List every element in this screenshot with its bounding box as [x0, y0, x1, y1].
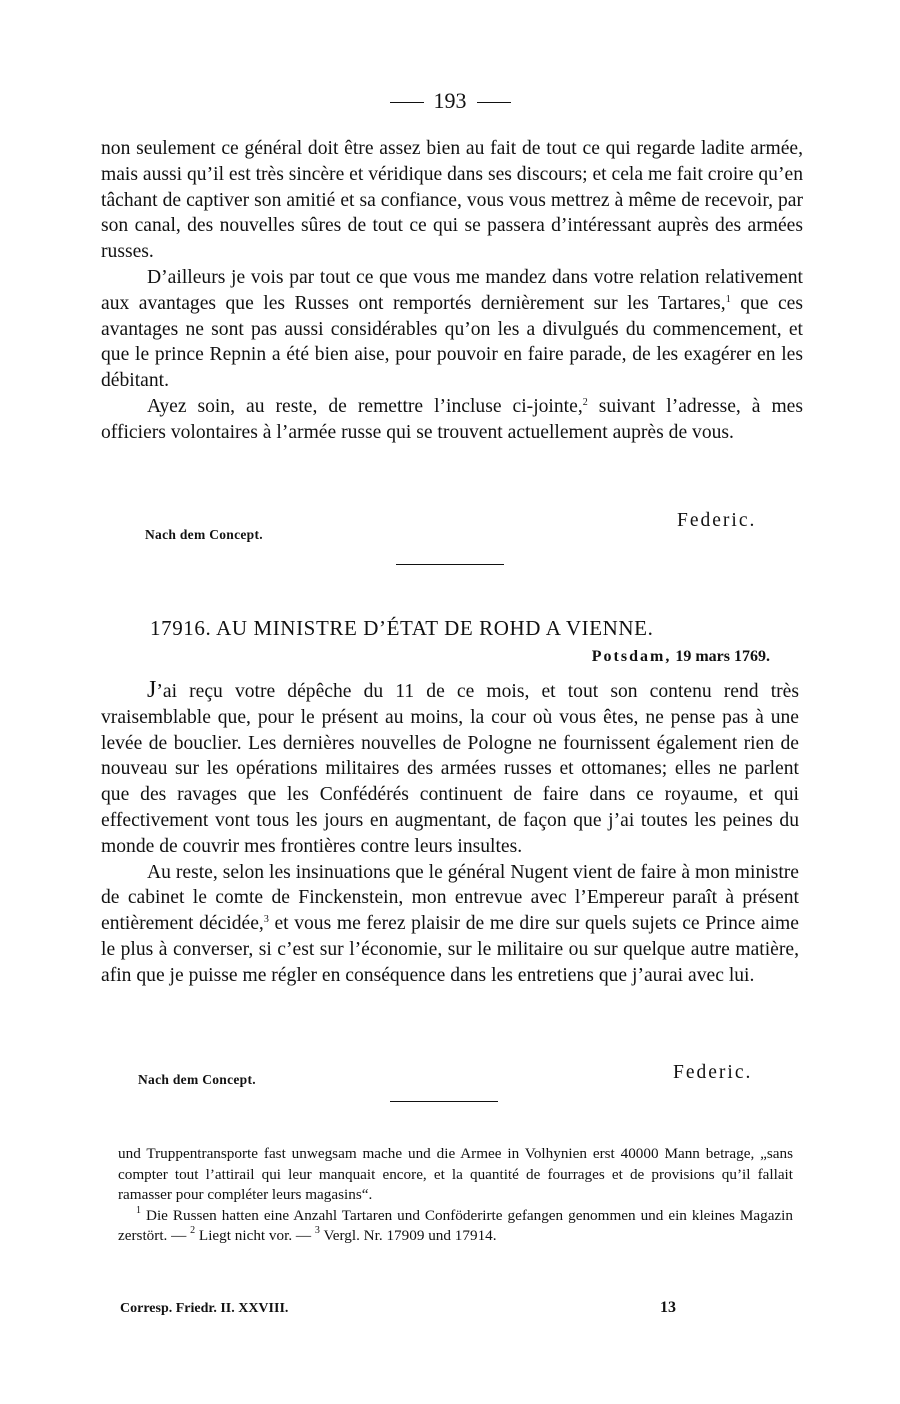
footnotes — [118, 1144, 793, 1247]
dateline-place: Potsdam, — [591, 648, 672, 665]
footnote-mark-3: 3 — [314, 1225, 320, 1237]
footnote-ref-1: 1 — [725, 293, 731, 305]
dateline-date: 19 mars 1769. — [675, 648, 770, 665]
letter-2-source-note: Nach dem Concept. — [138, 1072, 256, 1087]
footnote-2: Liegt nicht vor. — — [195, 1227, 315, 1245]
letter-2-heading — [150, 616, 653, 641]
letter-1-body — [101, 136, 803, 446]
signature-mark: 13 — [660, 1299, 676, 1316]
footnote-continuation: und Truppentransporte fast unwegsam mache und die Armee in Volhynien erst 40000 Mann betrage, „sans compter tout l’attirail qui leur manquait encore, et la quantité de fourrages et de provisions qu’il fallait ramasser pour compléter leurs magasins“. — [118, 1145, 793, 1204]
footnote-ref-3: 3 — [263, 914, 269, 926]
letter-1-source-note: Nach dem Concept. — [145, 527, 263, 542]
page-header — [0, 88, 900, 114]
footnote-ref-2: 2 — [582, 396, 588, 408]
letter-2-body — [101, 678, 799, 989]
signature-line-reference: Corresp. Friedr. II. XXVIII. — [120, 1301, 289, 1316]
footnote-1: Die Russen hatten eine Anzahl Tartaren und Conföderirte gefangen genommen und ein kleines Magazin zerstört. — — [118, 1206, 793, 1245]
document-number: 17916. — [150, 616, 212, 640]
letter-2-paragraph-2: Au reste, selon les insinuations que le général Nugent vient de faire à mon ministre de cabinet le comte de Finckenstein, mon entrevue avec l’Empereur paraît à présent entièrement décidée,$^3$ et vous me ferez plaisir de me dire sur quels sujets ce Prince aime le plus à converser, si c’est sur l’économie, sur le militaire ou sur quelque autre matière, afin que je puisse me régler en conséquence dans les entretiens que j’aurai avec lui. — [101, 861, 799, 986]
footnote-list — [118, 1206, 793, 1247]
letter-1-paragraph-2: D’ailleurs je vois par tout ce que vous me mandez dans votre relation relativement aux avantages que les Russes ont remportés dernièrement sur les Tartares,$^1$ que ces avantages ne sont pas aussi considérables qu’on les a divulgués du commencement, et que le prince Repnin a été bien aise, pour pouvoir en faire parade, de les exagérer en les débitant. — [101, 266, 804, 392]
letter-2-dateline — [592, 648, 770, 666]
header-dash-left — [390, 102, 424, 103]
footnote-mark-1: 1 — [136, 1204, 141, 1216]
letter-1-signature: Federic. — [677, 510, 757, 531]
document-title: AU MINISTRE D’ÉTAT DE ROHD A VIENNE. — [216, 616, 654, 640]
header-dash-right — [477, 102, 511, 103]
letter-2-signature: Federic. — [673, 1062, 753, 1083]
letter-1-paragraph-3: Ayez soin, au reste, de remettre l’incluse ci-jointe,$^2$ suivant l’adresse, à mes officiers volontaires à l’armée russe qui se trouvent actuellement auprès de vous. — [101, 395, 804, 443]
letter-2-paragraph-1: J’ai reçu votre dépêche du 11 de ce mois, et tout son contenu rend très vraisemblable que, pour le présent au moins, la cour où vous êtes, ne pense pas à une levée de bouclier. Les dernières nouvelles de Pologne ne fournissent également rien de nouveau sur les opérations militaires des armées russes et ottomanes; elles ne parlent que des ravages que les Confédérés continuent de faire dans ce royaume, et qui effectivement vont tous les jours en augmentant, de façon que j’ai toutes les peines du monde de couvrir mes frontières contre leurs insultes. — [101, 677, 799, 857]
footnote-3: Vergl. Nr. 17909 und 17914. — [319, 1227, 497, 1245]
section-divider-1 — [396, 564, 504, 565]
footnote-mark-2: 2 — [190, 1225, 196, 1237]
page-number: 193 — [433, 88, 467, 113]
section-divider-2 — [390, 1101, 498, 1102]
drop-cap: J — [147, 677, 157, 703]
letter-1-paragraph-1: non seulement ce général doit être assez bien au fait de tout ce qui regarde ladite armée, mais aussi qu’il est très sincère et véridique dans ses discours; et cela me fait croire qu’en tâchant de captiver son amitié et sa confiance, vous vous mettrez à même de recevoir, par son canal, des nouvelles sûres de tout ce qui se passera d’intéressant auprès des armées russes. — [101, 138, 803, 263]
